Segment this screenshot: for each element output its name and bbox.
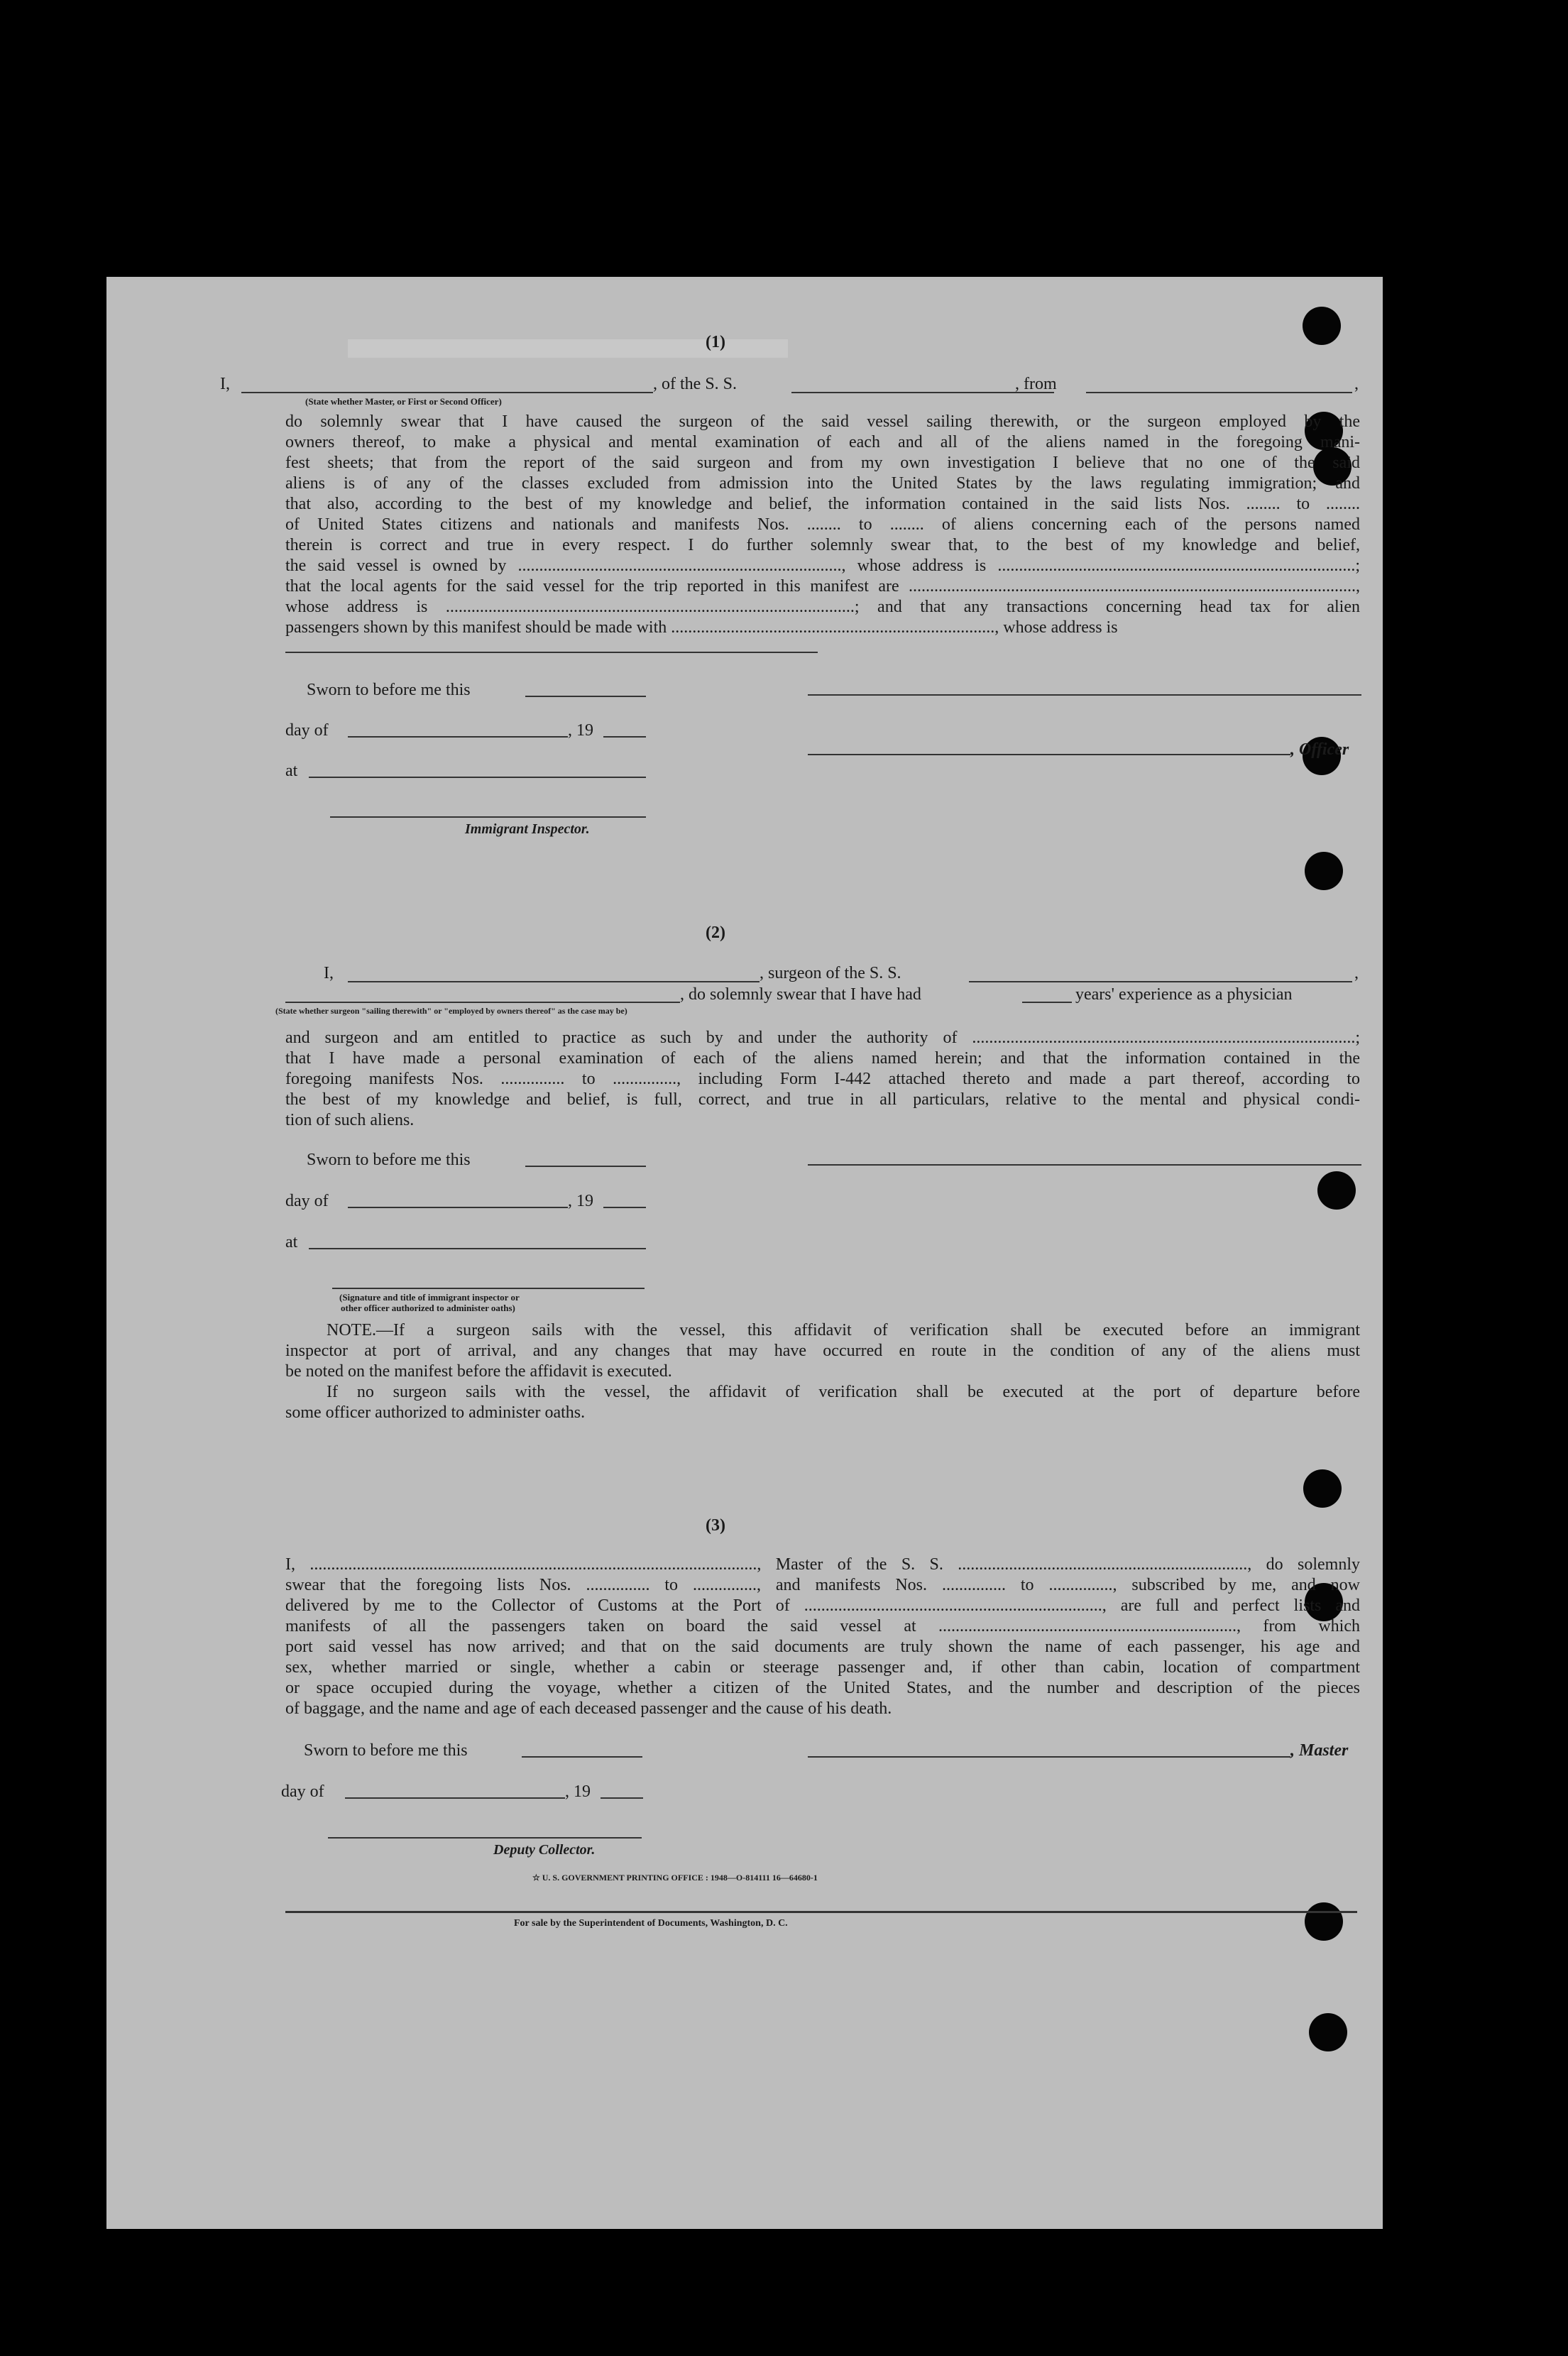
s2-years-label: years' experience as a physician — [1075, 985, 1293, 1004]
s1-year-label: , 19 — [568, 721, 593, 740]
s2-day-field — [348, 1207, 568, 1208]
s1-oath-line: do solemnly swear that I have caused the surgeon of the said vessel sailing therewith, or the surgeon employed by the — [285, 412, 1360, 431]
s1-officer-signature-line — [808, 694, 1361, 696]
s2-years-field — [1022, 1002, 1072, 1003]
punch-hole — [1317, 1171, 1356, 1210]
s2-note-line: be noted on the manifest before the affidavit is executed. — [285, 1362, 672, 1381]
s3-oath-line: I, ........................................................................................................., Master of the S. S. ...................................................................., do solemnly — [285, 1555, 1360, 1574]
s1-oath-line: whose address is ................................................................................................; and that any transactions concerning head tax for alien — [285, 598, 1360, 616]
s2-at-label: at — [285, 1233, 298, 1251]
s2-oath-line: that I have made a personal examination of each of the aliens named herein; and that the information contained in the — [285, 1049, 1360, 1068]
s3-oath-text — [285, 1555, 1360, 1719]
s2-surgeon-caption: (State whether surgeon "sailing therewith" or "employed by owners thereof" as the case may be) — [275, 1006, 627, 1016]
s1-day-of-label: day of — [285, 721, 329, 740]
s1-sworn-date-field — [525, 696, 646, 697]
s2-year-field — [603, 1207, 646, 1208]
s3-day-field — [345, 1797, 565, 1799]
s1-from-label: , from — [1015, 375, 1057, 393]
punch-hole — [1305, 852, 1343, 890]
s1-oath-text — [285, 412, 1360, 638]
section-3-number: (3) — [706, 1516, 725, 1535]
section-2-number: (2) — [706, 924, 725, 942]
s3-oath-line: of baggage, and the name and age of each deceased passenger and the cause of his death. — [285, 1699, 892, 1718]
printing-office-imprint: ☆ U. S. GOVERNMENT PRINTING OFFICE : 1948—O-814111 16—64680-1 — [532, 1873, 818, 1883]
s2-oath-line: tion of such aliens. — [285, 1111, 415, 1129]
s3-oath-line: manifests of all the passengers taken on board the said vessel at ......................................................................, from which — [285, 1617, 1360, 1635]
s2-surgeon-signature-line — [808, 1164, 1361, 1166]
s2-year-label: , 19 — [568, 1192, 593, 1210]
s2-line-end: , — [1354, 964, 1359, 982]
s1-officer-caption: (State whether Master, or First or Second Officer) — [305, 396, 502, 407]
s2-day-of-label: day of — [285, 1192, 329, 1210]
s2-swear-label: , do solemnly swear that I have had — [680, 985, 921, 1004]
s2-sig-caption-2: other officer authorized to administer oaths) — [341, 1303, 515, 1313]
punch-hole — [1303, 1469, 1342, 1508]
s1-address-continuation-field — [285, 652, 818, 653]
s1-officer-label: , Officer — [1290, 740, 1349, 759]
s3-deputy-label: Deputy Collector. — [493, 1842, 596, 1858]
s1-year-field — [603, 736, 646, 738]
s1-from-port-field — [1086, 392, 1352, 393]
s1-at-field — [309, 777, 646, 778]
s2-i-label: I, — [324, 964, 334, 982]
s1-day-field — [348, 736, 568, 738]
sale-notice: For sale by the Superintendent of Documents, Washington, D. C. — [514, 1918, 788, 1929]
s1-inspector-label: Immigrant Inspector. — [465, 821, 590, 837]
s2-oath-line: foregoing manifests Nos. ............... to ..............., including Form I-442 attached thereto and made a part thereof, according to — [285, 1070, 1360, 1088]
s1-oath-line: therein is correct and true in every respect. I do further solemnly swear that, to the best of my knowledge and belief, — [285, 536, 1360, 554]
footer-rule — [285, 1911, 1357, 1913]
s2-sworn-label: Sworn to before me this — [307, 1151, 471, 1169]
s2-note — [285, 1320, 1360, 1423]
s1-line-end: , — [1354, 375, 1359, 393]
s2-surgeon-label: , surgeon of the S. S. — [760, 964, 901, 982]
s1-oath-line: that also, according to the best of my knowledge and belief, the information contained in the said lists Nos. ........ to ........ — [285, 495, 1360, 513]
s2-surgeon-name-field — [348, 981, 760, 982]
s3-sworn-date-field — [522, 1756, 642, 1758]
punch-hole — [1305, 1902, 1343, 1941]
s1-of-ss-label: , of the S. S. — [653, 375, 738, 393]
s2-note-line: NOTE.—If a surgeon sails with the vessel, this affidavit of verification shall be executed before an immigrant — [327, 1321, 1360, 1339]
s3-year-field — [601, 1797, 643, 1799]
s1-oath-line: that the local agents for the said vessel for the trip reported in this manifest are ........................................................................................................., — [285, 577, 1360, 596]
s1-oath-line: aliens is of any of the classes excluded from admission into the United States by the laws regulating immigration; and — [285, 474, 1360, 493]
s2-note-line: some officer authorized to administer oaths. — [285, 1403, 586, 1422]
s3-oath-line: delivered by me to the Collector of Customs at the Port of ......................................................................, are full and perfect lists and — [285, 1596, 1360, 1615]
s1-sworn-label: Sworn to before me this — [307, 681, 471, 699]
s1-inspector-signature-line — [330, 816, 646, 818]
s3-master-signature-line — [808, 1756, 1290, 1758]
s1-oath-line: of United States citizens and nationals and manifests Nos. ........ to ........ of aliens concerning each of the persons named — [285, 515, 1360, 534]
s1-oath-line: fest sheets; that from the report of the said surgeon and from my own investigation I believe that no one of the said — [285, 454, 1360, 472]
s2-sig-caption-1: (Signature and title of immigrant inspector or — [339, 1292, 520, 1303]
s1-oath-line: owners thereof, to make a physical and mental examination of each and all of the aliens named in the foregoing mani- — [285, 433, 1360, 451]
punch-hole — [1309, 2013, 1347, 2051]
s3-master-label: , Master — [1290, 1741, 1349, 1760]
s2-oath-line: the best of my knowledge and belief, is full, correct, and true in all particulars, relative to the mental and physical condi- — [285, 1090, 1360, 1109]
s3-deputy-signature-line — [328, 1837, 642, 1839]
s1-at-label: at — [285, 762, 298, 780]
s2-at-field — [309, 1248, 646, 1249]
s3-oath-line: port said vessel has now arrived; and that on the said documents are truly shown the name of each passenger, his age and — [285, 1638, 1360, 1656]
s2-oath-text — [285, 1028, 1360, 1131]
s3-day-of-label: day of — [281, 1782, 324, 1801]
s1-officer-name-line — [808, 754, 1290, 755]
s3-year-label: , 19 — [565, 1782, 591, 1801]
s2-oath-line: and surgeon and am entitled to practice as such by and under the authority of ..........................................................................................; — [285, 1029, 1360, 1047]
s2-vessel-name-field — [969, 981, 1352, 982]
s2-surgeon-status-field — [285, 1002, 680, 1003]
s1-i-label: I, — [220, 375, 230, 393]
s2-sworn-date-field — [525, 1166, 646, 1167]
s2-inspector-signature-line — [332, 1288, 645, 1289]
s3-oath-line: or space occupied during the voyage, whether a citizen of the United States, and the number and description of the pieces — [285, 1679, 1360, 1697]
s3-oath-line: swear that the foregoing lists Nos. ............... to ..............., and manifests Nos. ............... to ..............., subscribed by me, and now — [285, 1576, 1360, 1594]
s3-sworn-label: Sworn to before me this — [304, 1741, 468, 1760]
s3-oath-line: sex, whether married or single, whether a cabin or steerage passenger and, if other than cabin, location of compartment — [285, 1658, 1360, 1677]
s2-note-line: inspector at port of arrival, and any changes that may have occurred en route in the condition of any of the aliens must — [285, 1342, 1360, 1360]
s2-note-line: If no surgeon sails with the vessel, the affidavit of verification shall be executed at the port of departure before — [327, 1383, 1360, 1401]
manifest-back-page — [106, 277, 1383, 2229]
s1-oath-line: passengers shown by this manifest should be made with ............................................................................, whose address is — [285, 618, 1118, 637]
s1-officer-name-field — [241, 392, 653, 393]
section-1-number: (1) — [706, 333, 725, 351]
s1-oath-line: the said vessel is owned by ............................................................................, whose address is ....................................................................................; — [285, 557, 1360, 575]
punch-hole — [1303, 307, 1341, 345]
